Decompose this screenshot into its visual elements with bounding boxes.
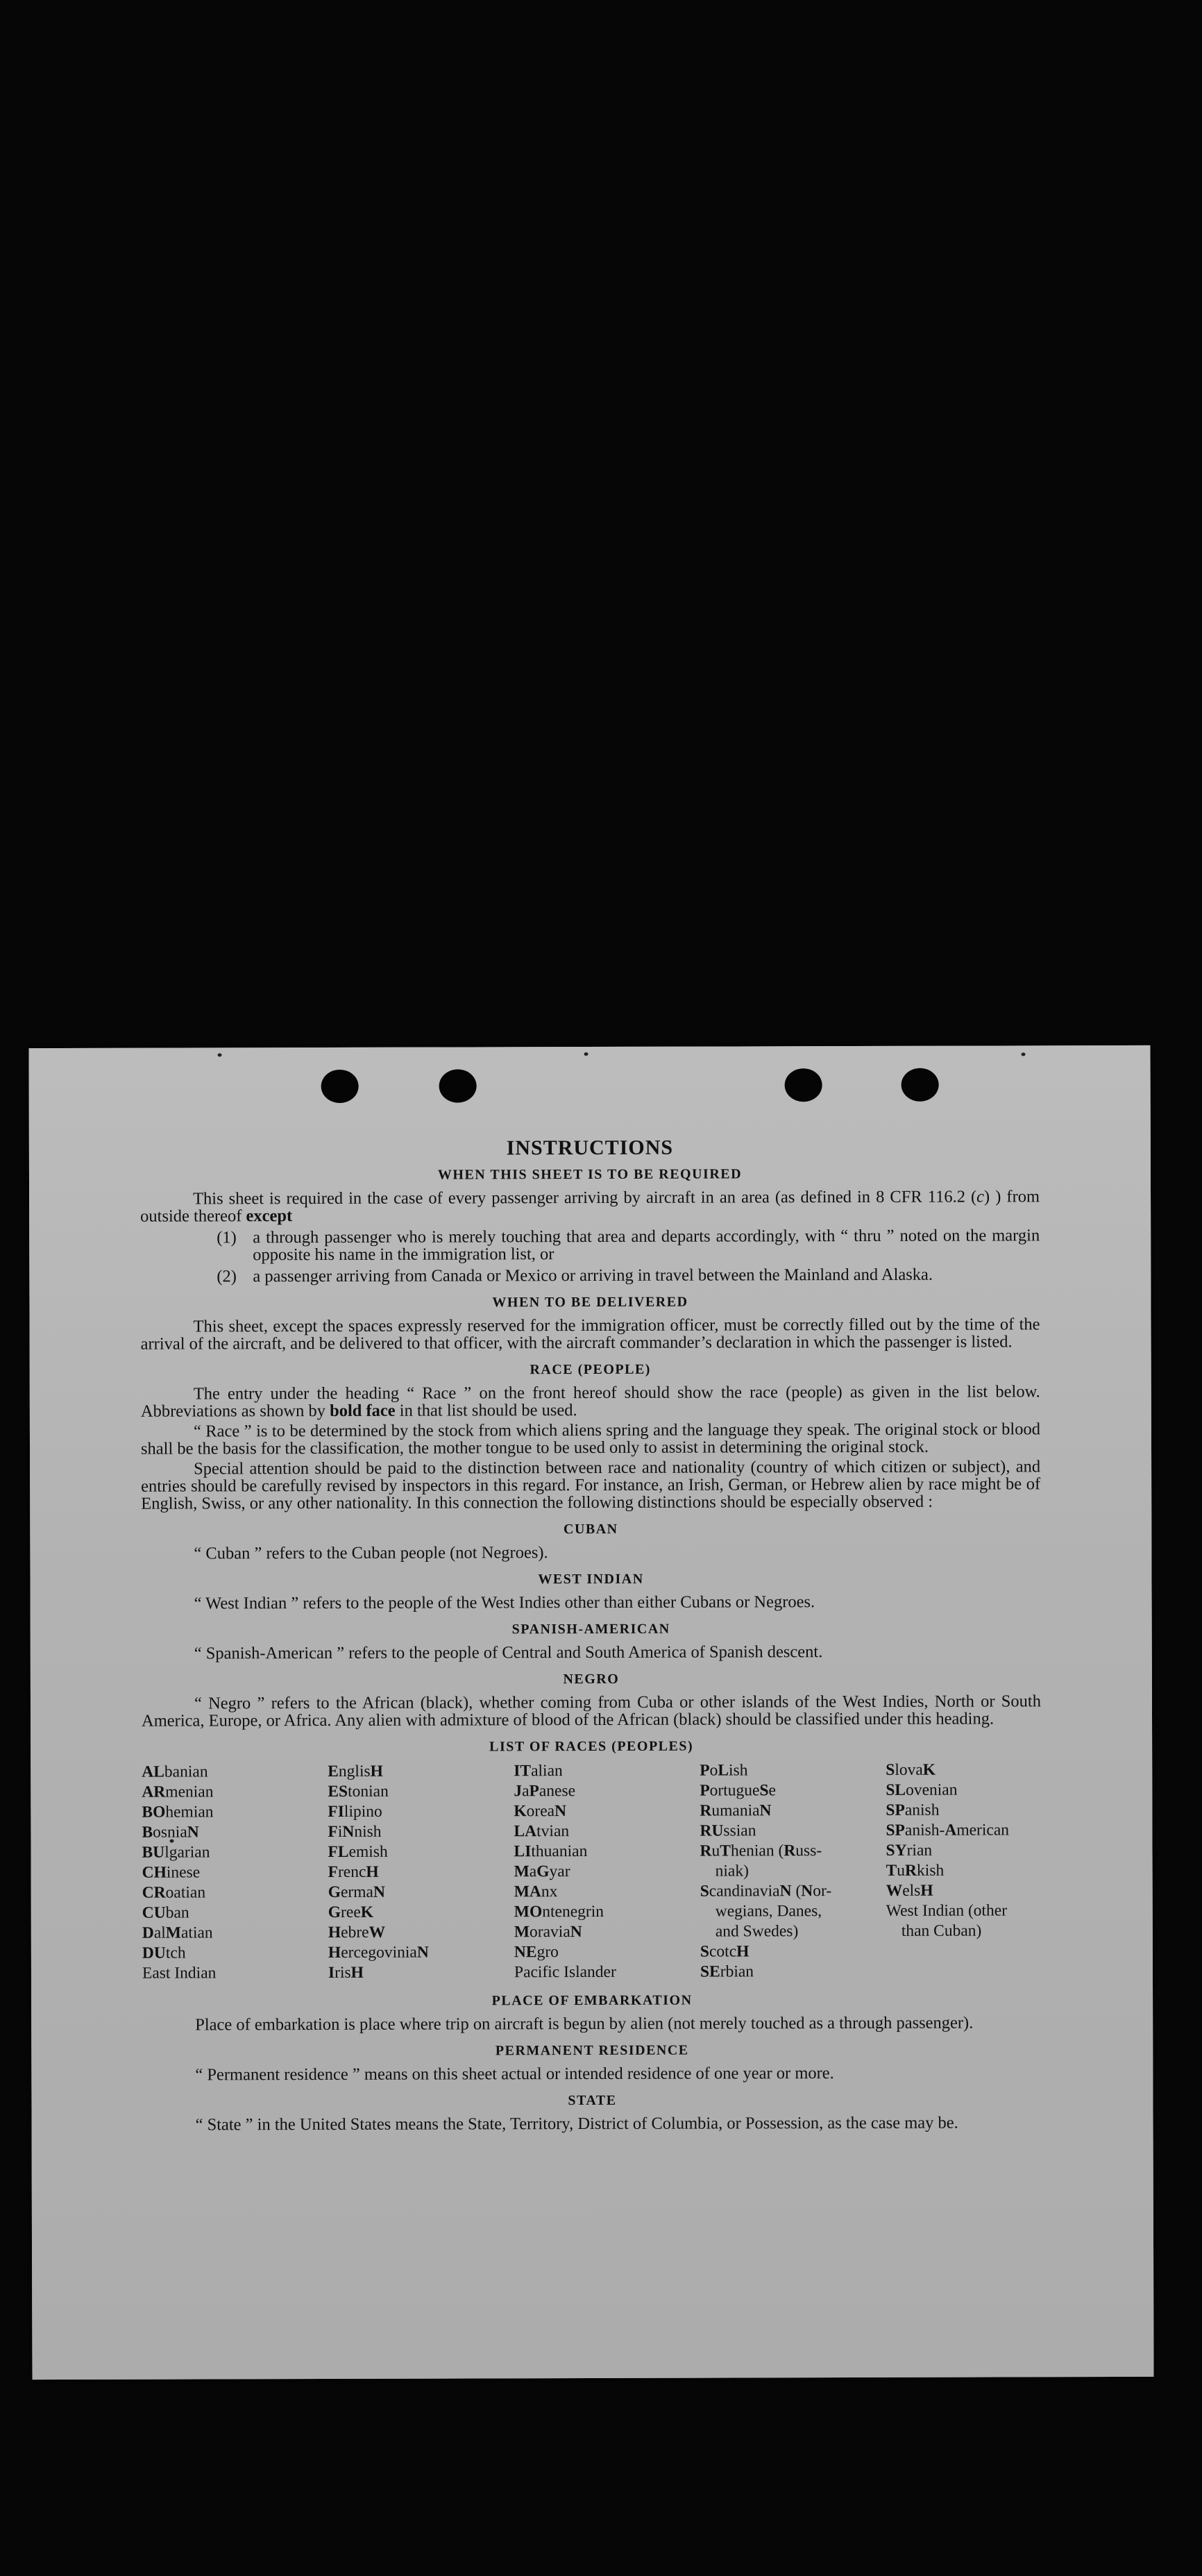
intro-italic: c xyxy=(976,1187,985,1206)
race-entry: GermaN xyxy=(328,1883,385,1901)
race-entry: MoraviaN xyxy=(514,1923,582,1942)
race-entry: SPanish-American xyxy=(886,1821,1010,1840)
heading-state: STATE xyxy=(568,2092,617,2109)
race-column xyxy=(700,1760,886,1982)
race-entry: GreeK xyxy=(328,1903,374,1921)
punch-hole xyxy=(785,1068,822,1102)
race-entry: MAnx xyxy=(514,1883,558,1901)
exception-item xyxy=(217,1227,1040,1263)
race-entry: BOhemian xyxy=(142,1803,214,1821)
race-entry: niak) xyxy=(715,1862,749,1880)
race-column xyxy=(886,1760,1042,1982)
race-entry: EStonian xyxy=(328,1782,389,1801)
intro-except: except xyxy=(246,1206,293,1226)
race-entry: NEgro xyxy=(514,1943,559,1962)
race-paragraph xyxy=(141,1383,1040,1420)
race-entry: than Cuban) xyxy=(901,1921,982,1940)
race-entry: MOntenegrin xyxy=(514,1902,604,1921)
race-text-b: in that list should be used. xyxy=(395,1401,577,1420)
race-entry: ITalian xyxy=(514,1762,563,1781)
heading-spanish-american: SPANISH-AMERICAN xyxy=(511,1621,670,1638)
punch-hole xyxy=(321,1070,359,1103)
race-entry: ScandinaviaN (Nor- xyxy=(700,1882,832,1901)
race-column xyxy=(142,1762,328,1984)
race-entry: RuThenian (Russ- xyxy=(700,1842,822,1860)
speck xyxy=(218,1053,222,1057)
race-entry: SErbian xyxy=(700,1962,754,1981)
race-entry: PortugueSe xyxy=(700,1781,777,1800)
cuban-text: “ Cuban ” refers to the Cuban people (not Negroes). xyxy=(194,1543,548,1563)
race-entry: TuRkish xyxy=(886,1861,945,1880)
heading-embarkation: PLACE OF EMBARKATION xyxy=(491,1992,693,2009)
document-sheet xyxy=(28,1045,1153,2380)
race-column xyxy=(328,1761,514,1983)
race-entry: BosniaN xyxy=(142,1823,199,1842)
race-entry: WelsH xyxy=(886,1881,933,1900)
negro-text: “ Negro ” refers to the African (black), whether coming from Cuba or other islands of the West Indies, North or South America, Europe, or Africa. Any alien with admixture of blood of the African (black) should be classified under this heading. xyxy=(141,1692,1041,1731)
race-entry: FrencH xyxy=(328,1862,379,1881)
race-entry: HercegoviniaN xyxy=(328,1943,429,1962)
exception-text: a passenger arriving from Canada or Mexico or arriving in travel between the Mainland and Alaska. xyxy=(253,1265,933,1286)
race-entry: ScotcH xyxy=(700,1942,750,1961)
embarkation-text: Place of embarkation is place where trip on aircraft is begun by alien (not merely touched as a through passenger). xyxy=(195,2013,974,2035)
race-entry: HebreW xyxy=(328,1923,386,1942)
race-entry: ARmenian xyxy=(142,1783,214,1801)
instructions-content xyxy=(140,1132,1042,2136)
race-entry: MaGyar xyxy=(514,1862,570,1881)
race-entry: LIthuanian xyxy=(514,1842,588,1861)
race-entry: RUssian xyxy=(700,1821,756,1840)
page-title: INSTRUCTIONS xyxy=(506,1136,674,1160)
race-entry: BUlgarian xyxy=(142,1843,210,1862)
race-entry: CRoatian xyxy=(142,1883,206,1902)
race-bold-face: bold face xyxy=(330,1401,396,1420)
race-entry: wegians, Danes, xyxy=(715,1902,822,1921)
race-entry: West Indian (other xyxy=(886,1901,1008,1920)
heading-permanent-residence: PERMANENT RESIDENCE xyxy=(495,2042,689,2059)
race-entry: CUban xyxy=(142,1903,189,1922)
race-entry: FLemish xyxy=(328,1842,388,1861)
west-indian-text: “ West Indian ” refers to the people of the West Indies other than either Cubans or Negroes. xyxy=(194,1592,815,1613)
race-entry: LAtvian xyxy=(514,1822,570,1841)
exception-text: a through passenger who is merely touching that area and departs accordingly, with “ thru ” noted on the margin opposite his name in the immigration list, or xyxy=(253,1226,1040,1265)
heading-when-delivered: WHEN TO BE DELIVERED xyxy=(492,1294,688,1311)
race-entry: RumaniaN xyxy=(700,1801,772,1820)
heading-west-indian: WEST INDIAN xyxy=(538,1571,644,1588)
race-entry: DalMatian xyxy=(142,1923,213,1942)
race-entry: SYrian xyxy=(886,1841,933,1860)
when-required-intro xyxy=(140,1188,1040,1224)
race-paragraph: Special attention should be paid to the distinction between race and nationality (country of which citizen or subject), and entries should be carefully revised by inspectors in this regard. For instance, an Irish, German, or Hebrew alien by race might be of English, Swiss, or any other nationality. In this connection the following distinctions should be especially observed : xyxy=(141,1457,1041,1513)
race-entry: ALbanian xyxy=(142,1762,208,1781)
punch-hole xyxy=(902,1068,939,1102)
race-entry: FIlipino xyxy=(328,1802,382,1821)
speck xyxy=(1022,1052,1026,1056)
spanish-american-text: “ Spanish-American ” refers to the people of Central and South America of Spanish descent. xyxy=(194,1642,823,1663)
race-entry: SlovaK xyxy=(886,1760,936,1779)
punch-hole xyxy=(439,1069,477,1102)
exception-number: (1) xyxy=(217,1228,237,1247)
race-column xyxy=(514,1761,700,1983)
heading-when-required: WHEN THIS SHEET IS TO BE REQUIRED xyxy=(437,1166,743,1183)
race-entry: SLovenian xyxy=(886,1781,958,1799)
exception-item xyxy=(217,1265,1040,1285)
race-entry: IrisH xyxy=(328,1963,364,1982)
intro-text-b: ) ) from outside thereof xyxy=(140,1187,1040,1226)
residence-text: “ Permanent residence ” means on this sheet actual or intended residence of one year or more. xyxy=(195,2064,834,2085)
state-text: “ State ” in the United States means the State, Territory, District of Columbia, or Possession, as the case may be. xyxy=(195,2113,958,2135)
speck xyxy=(584,1052,589,1056)
heading-list-of-races: LIST OF RACES (PEOPLES) xyxy=(489,1738,694,1755)
race-entry: FiNnish xyxy=(328,1822,382,1841)
race-entry: DUtch xyxy=(142,1944,186,1962)
race-entry: KoreaN xyxy=(514,1802,567,1821)
heading-negro: NEGRO xyxy=(563,1671,620,1687)
race-entry: EnglisH xyxy=(328,1762,383,1781)
race-entry: JaPanese xyxy=(514,1782,576,1801)
race-text: The entry under the heading “ Race ” on the front hereof should show the race (people) as given in the list below. Abbreviations as shown by xyxy=(140,1382,1040,1421)
race-paragraph: “ Race ” is to be determined by the stock from which aliens spring and the language they speak. The original stock or blood shall be the basis for the classification, the mother tongue to be used only to assist in determining the original stock. xyxy=(140,1420,1040,1458)
race-entry: East Indian xyxy=(142,1964,217,1982)
race-entry: Pacific Islander xyxy=(514,1962,616,1982)
race-entry: CHinese xyxy=(142,1863,201,1882)
races-list xyxy=(142,1760,1042,1983)
intro-text: This sheet is required in the case of every passenger arriving by aircraft in an area (as defined in 8 CFR 116.2 ( xyxy=(193,1187,977,1209)
race-entry: SPanish xyxy=(886,1801,940,1819)
race-entry: PoLish xyxy=(700,1761,748,1780)
race-entry: and Swedes) xyxy=(715,1922,799,1941)
heading-cuban: CUBAN xyxy=(563,1521,618,1538)
when-delivered-text: This sheet, except the spaces expressly reserved for the immigration officer, must be correctly filled out by the time of the arrival of the aircraft, and be delivered to that officer, with the aircraft commander’s declaration in which the passenger is listed. xyxy=(140,1315,1040,1354)
heading-race: RACE (PEOPLE) xyxy=(530,1361,651,1378)
exception-number: (2) xyxy=(217,1267,237,1286)
